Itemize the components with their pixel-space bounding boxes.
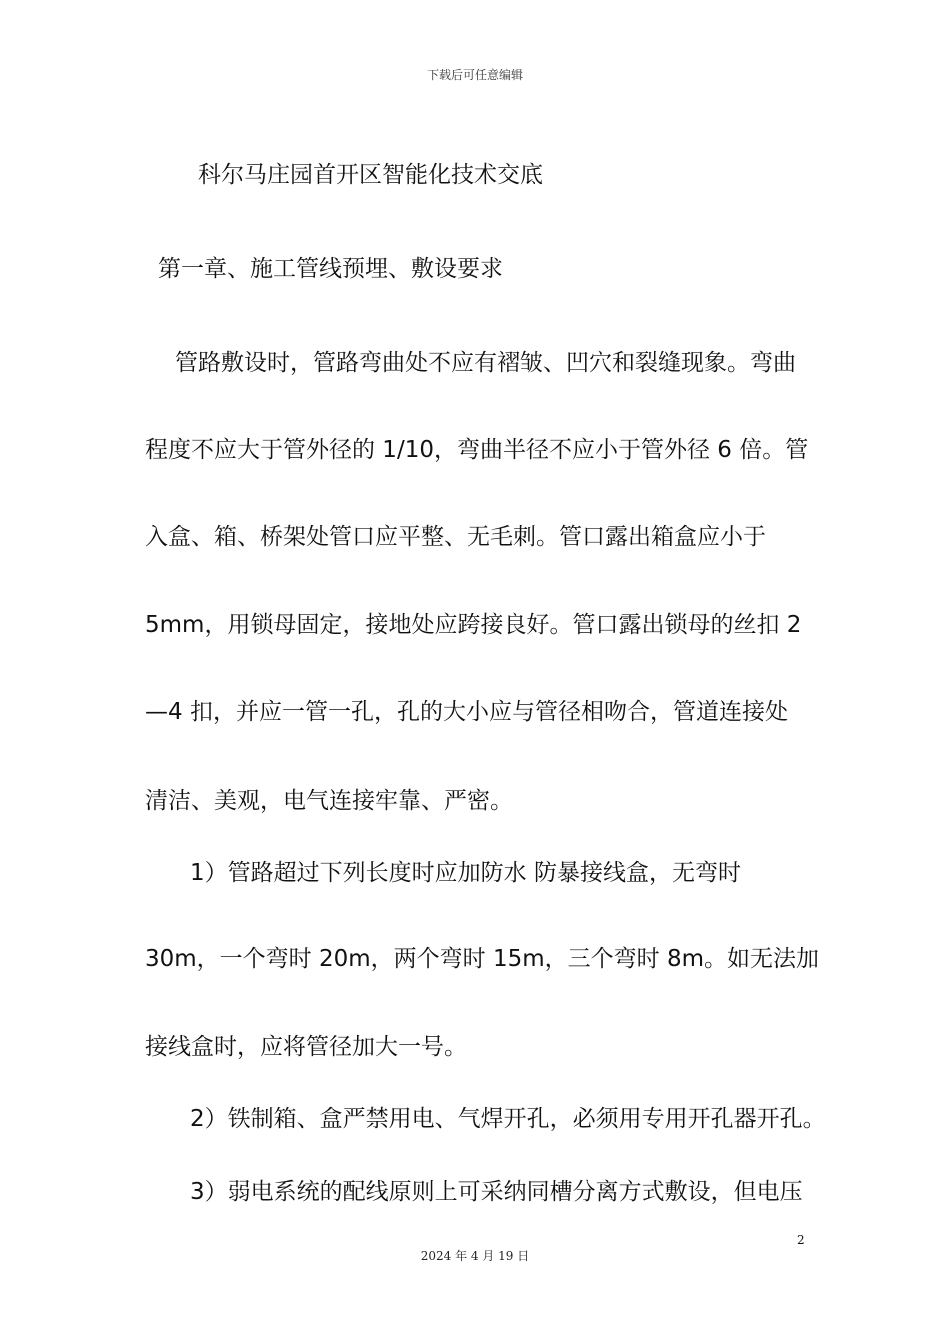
paragraph-line: 管路敷设时，管路弯曲处不应有褶皱、凹穴和裂缝现象。弯曲 [175, 350, 796, 376]
list-item-line: 1）管路超过下列长度时应加防水 防暴接线盒，无弯时 [190, 860, 741, 886]
header-note: 下载后可任意编辑 [426, 68, 523, 82]
paragraph-line: 程度不应大于管外径的 1/10，弯曲半径不应小于管外径 6 倍。管 [145, 437, 809, 463]
footer-date: 2024 年 4 月 19 日 [420, 1249, 530, 1263]
list-item-line: 2）铁制箱、盒严禁用电、气焊开孔，必须用专用开孔器开孔。 [190, 1106, 826, 1132]
paragraph-line: 清洁、美观，电气连接牢靠、严密。 [145, 788, 513, 814]
paragraph-line: 入盒、箱、桥架处管口应平整、无毛刺。管口露出箱盒应小于 [145, 524, 766, 550]
paragraph-line: 5mm，用锁母固定，接地处应跨接良好。管口露出锁母的丝扣 2 [145, 612, 802, 638]
list-item-line: 3）弱电系统的配线原则上可采纳同槽分离方式敷设，但电压 [190, 1179, 803, 1205]
document-title: 科尔马庄园首开区智能化技术交底 [198, 162, 543, 188]
list-item-line: 接线盒时，应将管径加大一号。 [145, 1034, 467, 1060]
paragraph-line: —4 扣，并应一管一孔，孔的大小应与管径相吻合，管道连接处 [145, 699, 788, 725]
page-number: 2 [797, 1233, 805, 1247]
chapter-title: 第一章、施工管线预埋、敷设要求 [158, 256, 503, 282]
list-item-line: 30m，一个弯时 20m，两个弯时 15m，三个弯时 8m。如无法加 [145, 946, 819, 972]
